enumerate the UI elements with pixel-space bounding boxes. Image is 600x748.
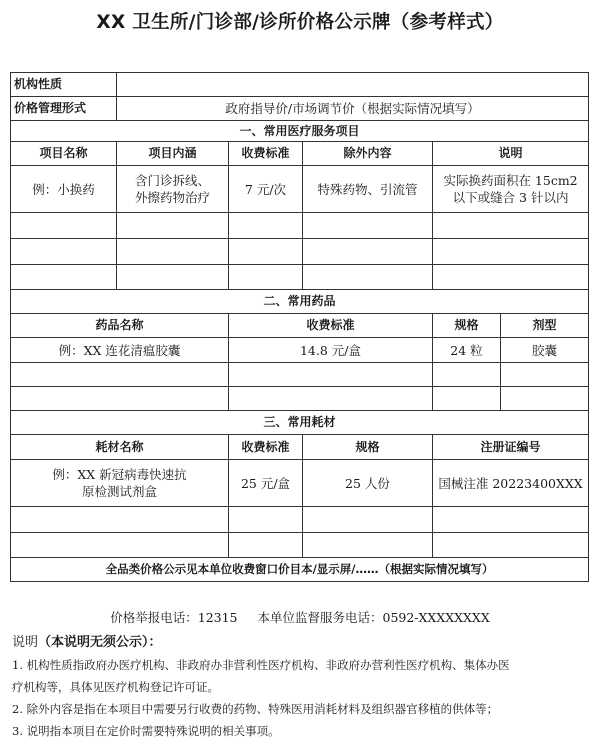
s1-example-name: 例：小换药 (11, 166, 117, 213)
s2-example-price: 14.8 元/盒 (229, 338, 433, 363)
notes-heading: 说明（本说明无须公示）： (12, 635, 162, 650)
s2-example-form: 胶囊 (501, 338, 589, 363)
s2-example-name: 例：XX 连花清瘟胶囊 (11, 338, 229, 363)
page-title: XX 卫生所/门诊部/诊所价格公示牌（参考样式） (96, 12, 504, 33)
s2-header-form: 剂型 (501, 314, 589, 338)
s1-header-note: 说明 (433, 142, 589, 166)
report-phone: 价格举报电话：12315 (110, 610, 238, 625)
notes (12, 632, 594, 742)
section-1-title: 一、常用医疗服务项目 (11, 121, 589, 142)
s2-header-spec: 规格 (433, 314, 501, 338)
price-mgmt-value: 政府指导价/市场调节价（根据实际情况填写） (117, 97, 589, 121)
table-row (11, 387, 589, 411)
table-row (11, 533, 589, 558)
table-row (11, 460, 589, 507)
s1-header-content: 项目内涵 (117, 142, 229, 166)
s1-header-price: 收费标准 (229, 142, 303, 166)
table-row (11, 213, 589, 239)
note-item: 疗机构等，具体见医疗机构登记许可证。 (12, 680, 219, 694)
s3-example-name: 例：XX 新冠病毒快速抗 原检测试剂盒 (11, 460, 229, 507)
s2-header-name: 药品名称 (11, 314, 229, 338)
s3-example-reg: 国械注准 20223400XXX (433, 460, 589, 507)
s1-example-excluded: 特殊药物、引流管 (303, 166, 433, 213)
org-nature-label: 机构性质 (11, 73, 117, 97)
s1-example-note: 实际换药面积在 15cm2 以下或缝合 3 针以内 (433, 166, 589, 213)
s1-header-name: 项目名称 (11, 142, 117, 166)
s2-header-price: 收费标准 (229, 314, 433, 338)
note-item: 2. 除外内容是指在本项目中需要另行收费的药物、特殊医用消耗材料及组织器官移植的供体等； (12, 702, 499, 716)
s1-example-content: 含门诊拆线、 外擦药物治疗 (117, 166, 229, 213)
s2-example-spec: 24 粒 (433, 338, 501, 363)
section-3-title: 三、常用耗材 (11, 411, 589, 435)
s3-header-name: 耗材名称 (11, 435, 229, 460)
table-row (11, 507, 589, 533)
table-row (11, 338, 589, 363)
s1-header-excluded: 除外内容 (303, 142, 433, 166)
table-row (11, 363, 589, 387)
org-nature-value (117, 73, 589, 97)
note-item: 3. 说明指本项目在定价时需要特殊说明的相关事项。 (12, 724, 280, 738)
s3-header-reg: 注册证编号 (433, 435, 589, 460)
price-mgmt-label: 价格管理形式 (11, 97, 117, 121)
price-table (10, 72, 589, 582)
section-2-title: 二、常用药品 (11, 290, 589, 314)
phone-line (0, 608, 600, 626)
table-row (11, 239, 589, 265)
footer-note: 全品类价格公示见本单位收费窗口价目本/显示屏/……（根据实际情况填写） (11, 558, 589, 582)
s3-example-price: 25 元/盒 (229, 460, 303, 507)
table-row (11, 166, 589, 213)
s3-header-spec: 规格 (303, 435, 433, 460)
supervision-phone: 本单位监督服务电话：0592-XXXXXXXX (257, 610, 490, 625)
table-row (11, 265, 589, 290)
s3-header-price: 收费标准 (229, 435, 303, 460)
s1-example-price: 7 元/次 (229, 166, 303, 213)
s3-example-spec: 25 人份 (303, 460, 433, 507)
note-item: 1. 机构性质指政府办医疗机构、非政府办非营利性医疗机构、非政府办营利性医疗机构、集体办医 (12, 658, 510, 672)
